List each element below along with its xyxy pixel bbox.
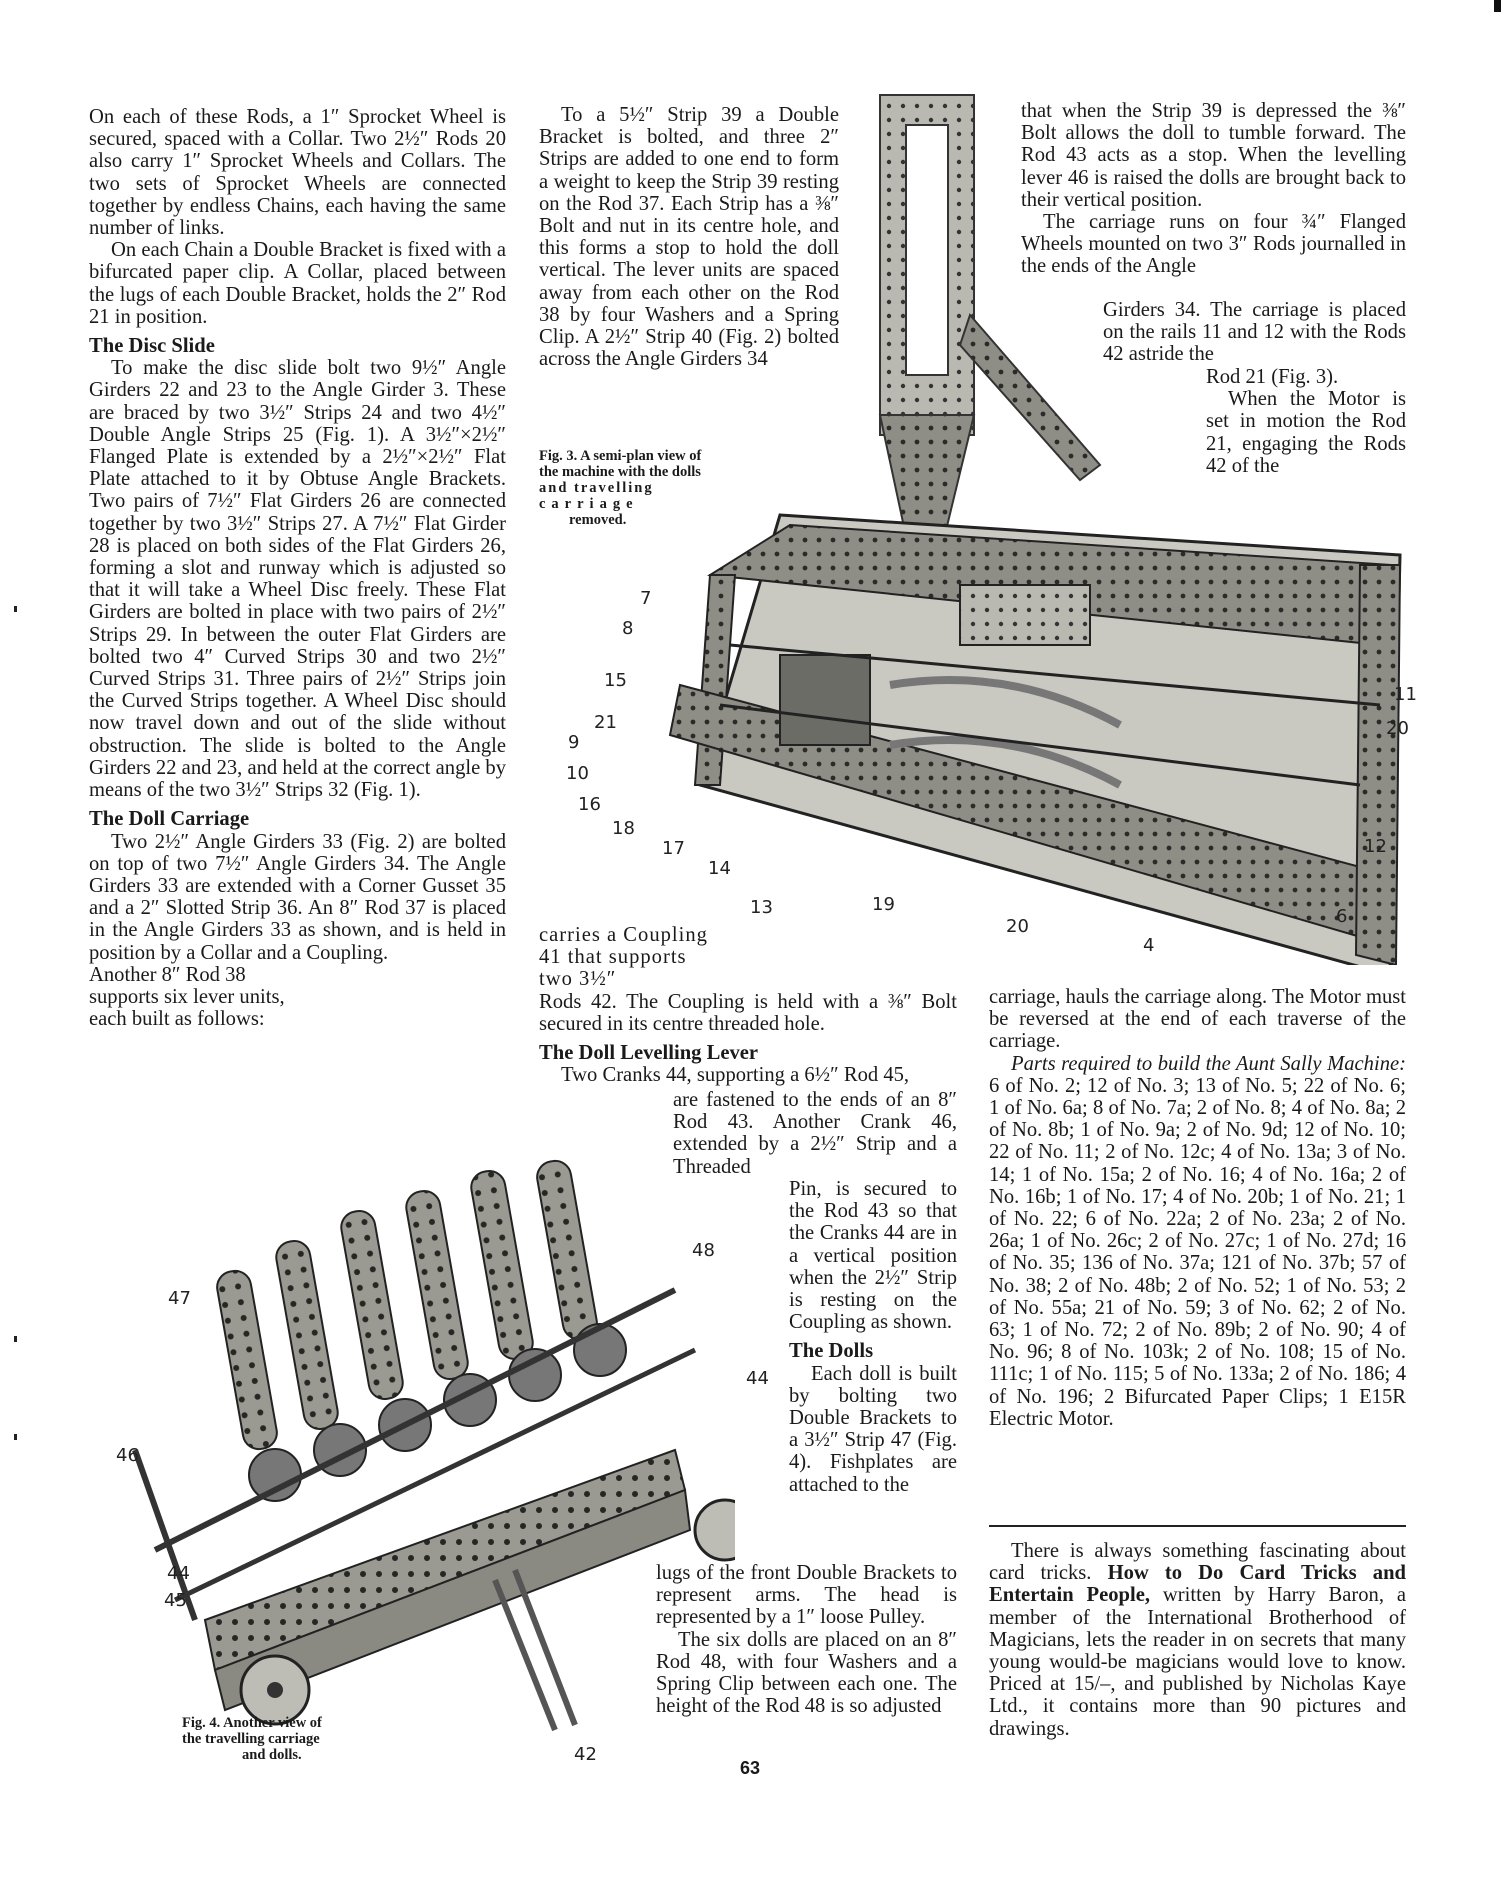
paragraph: Rod 21 (Fig. 3). xyxy=(1206,366,1339,388)
fig3-label: 20 xyxy=(1006,916,1029,937)
fig4-label: 46 xyxy=(116,1445,139,1466)
column-2-narrow xyxy=(789,1178,957,1496)
paragraph: Rods 42. The Coupling is held with a ⅜″ Bolt secured in its centre threaded hole. xyxy=(539,990,957,1035)
caption-line: the travelling carriage xyxy=(182,1731,320,1747)
column-3-bottom xyxy=(989,986,1406,1430)
caption-line: the machine with the dolls xyxy=(539,464,701,480)
paragraph: that when the Strip 39 is depressed the ⅜″ Bolt allows the doll to tumble forward. The Rod 43 acts as a stop. When the levelling lever 46 is raised the dolls are brought back to their vertical position. xyxy=(1021,100,1406,211)
paragraph: The carriage runs on four ¾″ Flanged Wheels mounted on two 3″ Rods journalled in the ends of the Angle xyxy=(1021,211,1406,278)
fig3-label: 7 xyxy=(640,588,652,609)
fig3-label: 21 xyxy=(594,712,617,733)
fig3-label: 11 xyxy=(1394,684,1417,705)
fig4-label: 44 xyxy=(746,1368,769,1389)
margin-mark xyxy=(14,1434,17,1440)
paragraph xyxy=(989,1540,1406,1740)
divider xyxy=(989,1525,1406,1527)
section-heading-levelling-lever: The Doll Levelling Lever xyxy=(539,1042,759,1065)
paragraph: On each of these Rods, a 1″ Sprocket Wheel is secured, spaced with a Collar. Two 2½″ Rods 20 also carry 1″ Sprocket Wheels and Collars. The two sets of Sprocket Wheels are connected together by endless Chains, each having the same number of links. xyxy=(89,106,506,240)
caption-line: and dolls. xyxy=(242,1747,302,1763)
paragraph: On each Chain a Double Bracket is fixed with a bifurcated paper clip. A Collar, placed between the lugs of each Double Bracket, holds the 2″ Rod 21 in position. xyxy=(89,239,506,328)
paragraph: Pin, is secured to the Rod 43 so that the Cranks 44 are in a vertical position when the 2½″ Strip is resting on the Coupling as shown. xyxy=(789,1178,957,1334)
section-heading-doll-carriage: The Doll Carriage xyxy=(89,808,250,831)
margin-mark xyxy=(14,606,17,612)
paragraph: carriage, hauls the carriage along. The Motor must be reversed at the end of each traverse of the carriage. xyxy=(989,986,1406,1053)
fig3-label: 13 xyxy=(750,897,773,918)
notice-intro: There is always something fascinating about card tricks. xyxy=(989,1540,1406,1585)
fig3-label: 4 xyxy=(1143,935,1155,956)
caption-line: removed. xyxy=(569,512,627,528)
fig4-label: 45 xyxy=(164,1590,187,1611)
paragraph: lugs of the front Double Brackets to represent arms. The head is represented by a 1″ loose Pulley. xyxy=(656,1562,957,1629)
fig4-label: 47 xyxy=(168,1288,191,1309)
paragraph: Another 8″ Rod 38 supports six lever units, each built as follows: xyxy=(89,963,285,1031)
book-title: How to Do Card Tricks and Entertain People, xyxy=(989,1562,1406,1607)
book-notice xyxy=(989,1540,1406,1740)
fig4-caption xyxy=(182,1715,402,1763)
fig3-label: 14 xyxy=(708,858,731,879)
fig3-label: 19 xyxy=(872,894,895,915)
paragraph: Two 2½″ Angle Girders 33 (Fig. 2) are bolted on top of two 7½″ Angle Girders 34. The Angle Girders 33 are extended with a Corner Gusset 35 and a 2″ Slotted Strip 36. An 8″ Rod 37 is placed in the Angle Girders 33 as shown, and is held in position by a Collar and a Coupling. xyxy=(89,830,506,964)
fig3-label: 17 xyxy=(662,838,685,859)
fig4-illustration xyxy=(115,1150,735,1740)
parts-label: Parts required to build the Aunt Sally Machine: xyxy=(1011,1052,1406,1075)
fig4-label: 42 xyxy=(574,1744,597,1765)
fig3-label: 12 xyxy=(1364,836,1387,857)
paragraph: are fastened to the ends of an 8″ Rod 43. Another Crank 46, extended by a 2½″ Strip and a Threaded xyxy=(673,1089,957,1178)
fig3-label: 8 xyxy=(622,618,634,639)
paragraph: Each doll is built by bolting two Double Brackets to a 3½″ Strip 47 (Fig. 4). Fishplates are attached to the xyxy=(789,1362,957,1496)
fig3-label: 10 xyxy=(566,763,589,784)
fig4-label: 48 xyxy=(692,1240,715,1261)
caption-line: Fig. 3. A semi-plan view of xyxy=(539,448,702,464)
notice-body: written by Harry Baron, a member of the International Brotherhood of Magicians, lets the reader in on secrets that many young would-be magicians would love to know. Priced at 15/–, and published by Nicholas Kaye Ltd., it contains more than 90 pictures and drawings. xyxy=(989,1584,1407,1740)
page-number: 63 xyxy=(739,1758,761,1778)
margin-mark xyxy=(14,1336,17,1342)
paragraph: carries a Coupling 41 that supports two 3½″ xyxy=(539,924,708,991)
caption-line: and travelling xyxy=(539,480,654,496)
fig3-illustration xyxy=(560,85,1420,965)
fig3-label: 20 xyxy=(1386,718,1409,739)
fig3-label: 6 xyxy=(1336,906,1348,927)
paragraph: When the Motor is set in motion the Rod 21, engaging the Rods 42 of the xyxy=(1206,388,1406,477)
paragraph: To make the disc slide bolt two 9½″ Angle Girders 22 and 23 to the Angle Girder 3. These are braced by two 3½″ Strips 24 and two 4½″ Double Angle Strips 25 (Fig. 1). A 3½″×2½″ Flanged Plate is extended by a 2½″×2½″ Flat Plate attached to it by Obtuse Angle Brackets. Two pairs of 7½″ Flat Girders 26 are connected together by two 3½″ Strips 27. A 7½″ Flat Girder 28 is placed on both sides of the Flat Girders 26, forming a slot and runway which is adjusted so that it will take a Wheel Disc freely. These Flat Girders are bolted in place with two pairs of 2½″ Strips 29. In between the outer Flat Girders are bolted two 4″ Curved Strips 30 and two 2½″ Curved Strips 31. Three pairs of 2½″ Strips join the Curved Strips together. A Wheel Disc should now travel down and out of the slide without obstruction. The slide is bolted to the Angle Girders 22 and 23, and held at the correct angle by means of the two 3½″ Strips 32 (Fig. 1). xyxy=(89,357,506,802)
caption-line: carriage xyxy=(539,496,639,512)
paragraph: Girders 34. The carriage is placed on the rails 11 and 12 with the Rods 42 astride the xyxy=(1103,299,1406,366)
paragraph: To a 5½″ Strip 39 a Double Bracket is bolted, and three 2″ Strips are added to one end to form a weight to keep the Strip 39 resting on the Rod 37. Each Strip has a ⅜″ Bolt and nut in its centre hole, and this forms a stop to hold the doll vertical. The lever units are spaced away from each other on the Rod 38 by four Washers and a Spring Clip. A 2½″ Strip 40 (Fig. 2) bolted across the Angle Girders 34 xyxy=(539,104,839,371)
fig3-label: 18 xyxy=(612,818,635,839)
fig3-label: 16 xyxy=(578,794,601,815)
paragraph: Two Cranks 44, supporting a 6½″ Rod 45, xyxy=(561,1064,910,1087)
fig3-label: 15 xyxy=(604,670,627,691)
column-1 xyxy=(89,106,506,1030)
section-heading-disc-slide: The Disc Slide xyxy=(89,335,215,358)
fig4-label: 44 xyxy=(167,1563,190,1584)
parts-list xyxy=(989,1053,1406,1430)
caption-line: Fig. 4. Another view of xyxy=(182,1715,322,1731)
section-heading-dolls: The Dolls xyxy=(789,1340,874,1363)
parts-items: 6 of No. 2; 12 of No. 3; 13 of No. 5; 22 of No. 6; 1 of No. 6a; 8 of No. 7a; 2 of No. 8; 4 of No. 8a; 2 of No. 8b; 1 of No. 9a; 2 of No. 9d; 12 of No. 10; 22 of No. 11; 2 of No. 12c; 4 of No. 13a; 3 of No. 14; 1 of No. 15a; 2 of No. 16; 4 of No. 16a; 2 of No. 16b; 1 of No. 17; 4 of No. 20b; 1 of No. 21; 1 of No. 22; 6 of No. 22a; 2 of No. 23a; 2 of No. 26a; 1 of No. 26c; 2 of No. 27c; 1 of No. 27d; 16 of No. 35; 136 of No. 37a; 121 of No. 37b; 57 of No. 38; 2 of No. 48b; 2 of No. 52; 1 of No. 53; 2 of No. 55a; 21 of No. 59; 3 of No. 62; 2 of No. 63; 1 of No. 72; 2 of No. 89b; 2 of No. 90; 4 of No. 96; 8 of No. 103k; 2 of No. 108; 15 of No. 111c; 1 of No. 115; 5 of No. 133a; 2 of No. 186; 4 of No. 196; 2 Bifurcated Paper Clips; 1 E15R Electric Motor. xyxy=(989,1074,1406,1430)
paragraph: The six dolls are placed on an 8″ Rod 48, with four Washers and a Spring Clip between each one. The height of the Rod 48 is so adjusted xyxy=(656,1628,957,1718)
edge-mark xyxy=(1494,0,1501,12)
fig3-label: 9 xyxy=(568,732,580,753)
